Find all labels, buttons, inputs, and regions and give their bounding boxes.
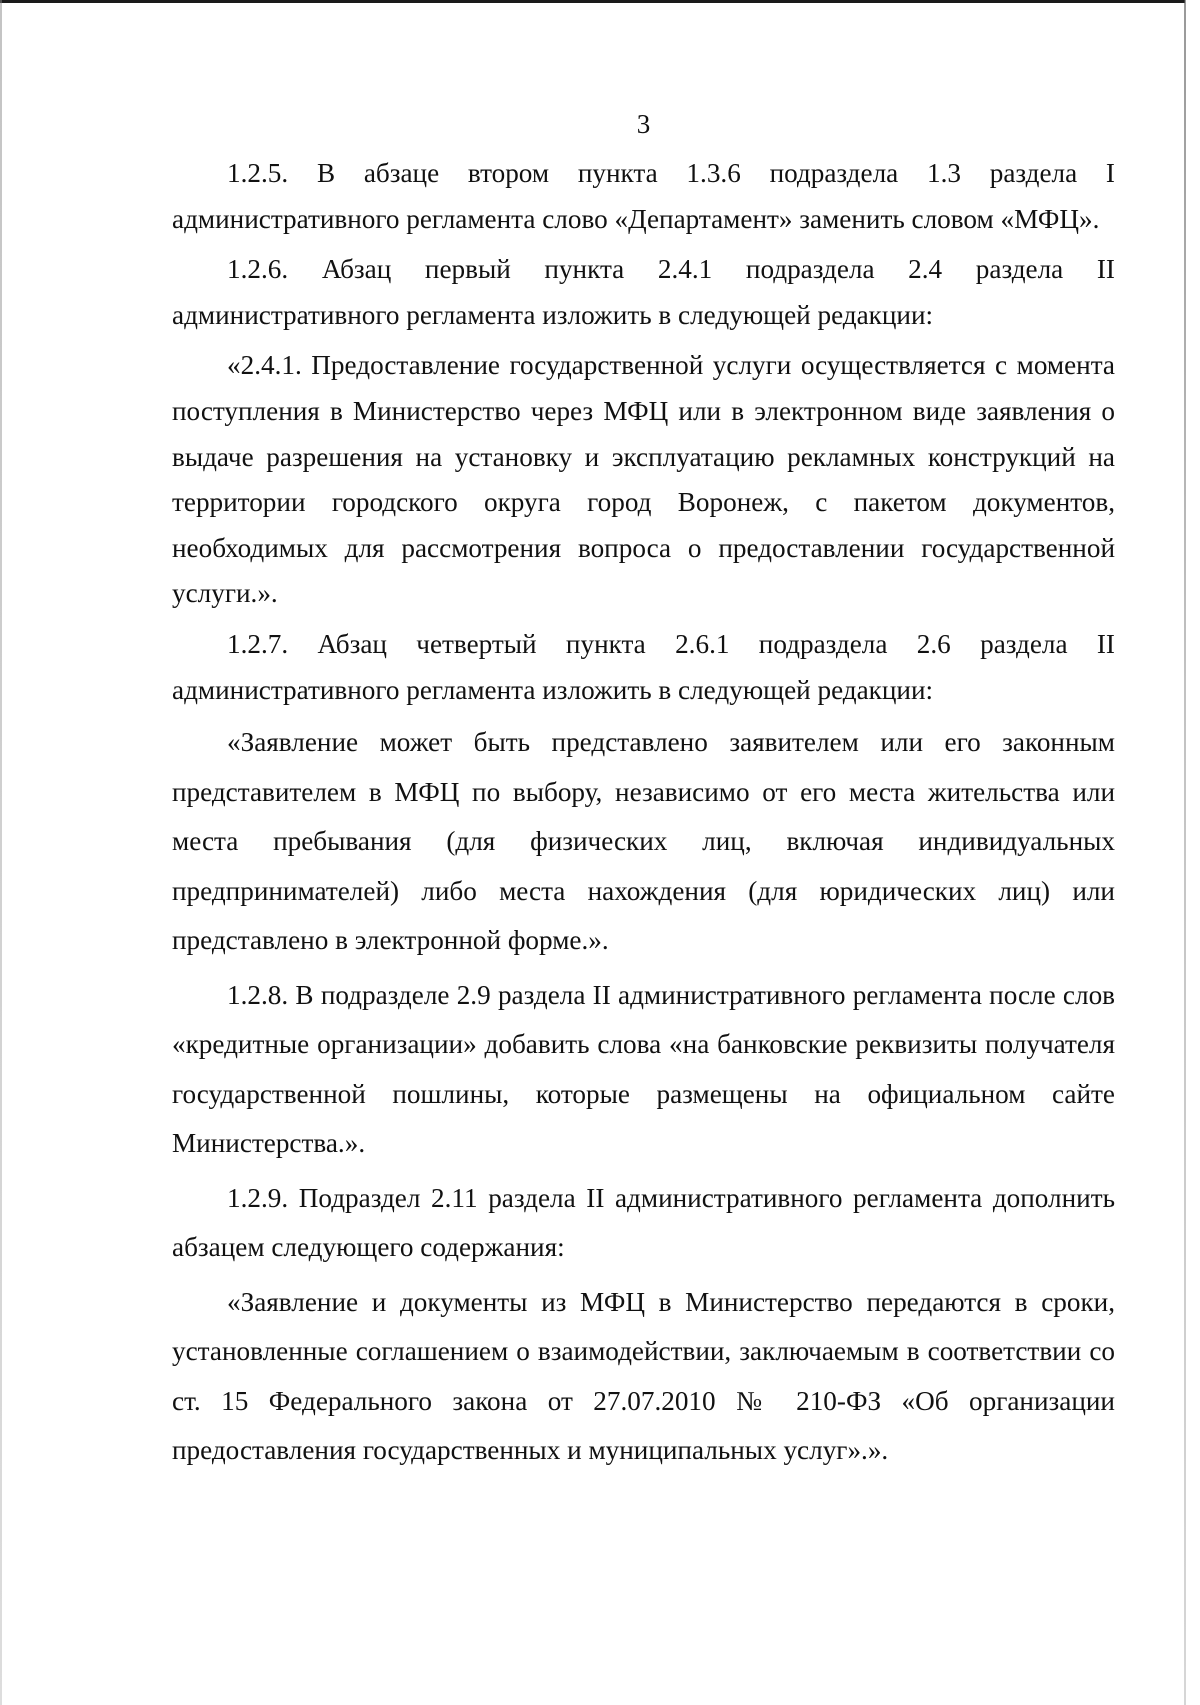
paragraph-1-2-5: 1.2.5. В абзаце втором пункта 1.3.6 подраздела 1.3 раздела I административного регламента слово «Департамент» заменить словом «МФЦ». (172, 158, 1115, 234)
page-number: 3 (636, 109, 651, 139)
scan-edge-right (1184, 0, 1186, 1705)
quote-application-submission: «Заявление может быть представлено заявителем или его законным представителем в МФЦ по выбору, независимо от его места жительства или места пребывания (для физических лиц, включая индивидуальных предпринимателей) либо места нахождения (для юридических лиц) или представлено в электронной форме.». (172, 727, 1115, 956)
paragraph-1-2-9: 1.2.9. Подраздел 2.11 раздела II административного регламента дополнить абзацем следующего содержания: (172, 1182, 1115, 1263)
scan-edge-top (0, 0, 1185, 3)
paragraph-1-2-8: 1.2.8. В подразделе 2.9 раздела II административного регламента после слов «кредитные организации» добавить слова «на банковские реквизиты получателя государственной пошлины, которые размещены на официальном сайте Министерства.». (172, 979, 1115, 1159)
quote-2-4-1: «2.4.1. Предоставление государственной услуги осуществляется с момента поступления в Министерство через МФЦ или в электронном виде заявления о выдаче разрешения на установку и эксплуатацию рекламных конструкций на территории городского округа город Воронеж, с пакетом документов, необходимых для рассмотрения вопроса о предоставлении государственной услуги.». (172, 350, 1115, 609)
document-body (172, 151, 1115, 1476)
scan-edge-left (0, 0, 2, 1705)
quote-mfc-documents-transfer: «Заявление и документы из МФЦ в Министерство передаются в сроки, установленные соглашением о взаимодействии, заключаемым в соответствии со ст. 15 Федерального закона от 27.07.2010 № 210-ФЗ «Об организации предоставления государственных и муниципальных услуг».». (172, 1286, 1115, 1466)
paragraph-1-2-6: 1.2.6. Абзац первый пункта 2.4.1 подраздела 2.4 раздела II административного регламента изложить в следующей редакции: (172, 254, 1115, 330)
paragraph-1-2-7: 1.2.7. Абзац четвертый пункта 2.6.1 подраздела 2.6 раздела II административного регламента изложить в следующей редакции: (172, 628, 1115, 705)
